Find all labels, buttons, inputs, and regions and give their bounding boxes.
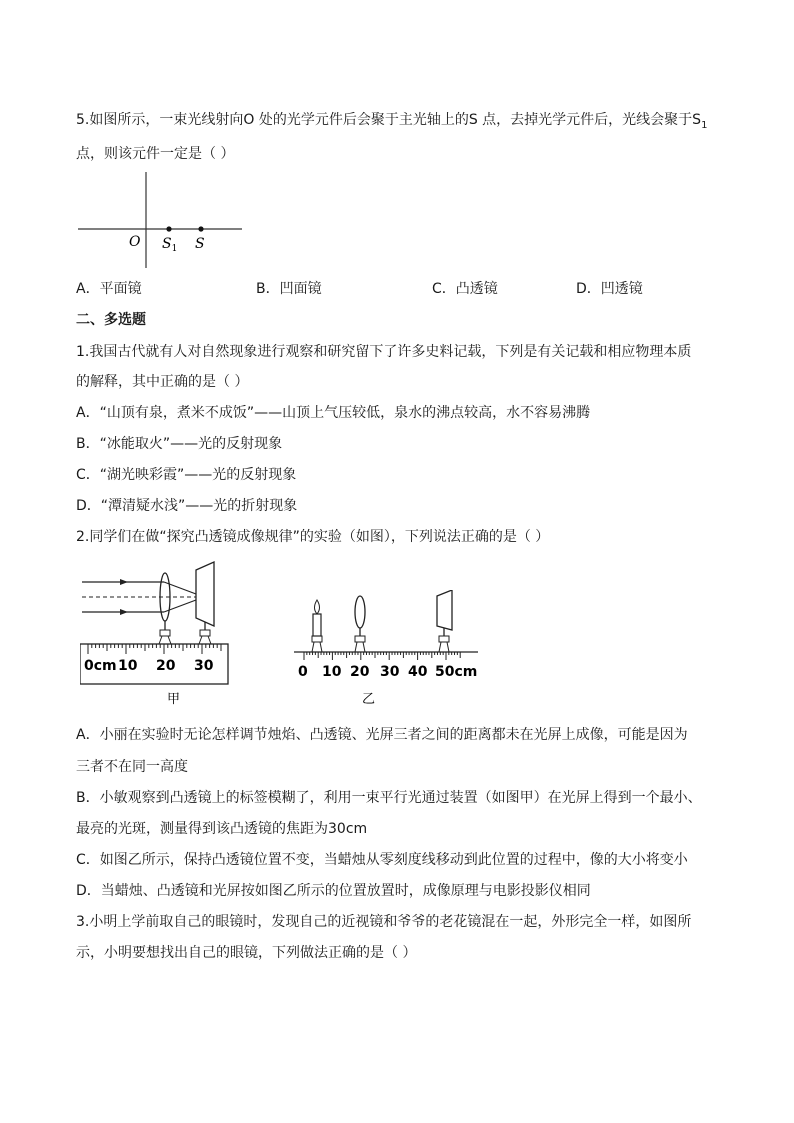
jia-screen [196, 562, 214, 626]
q5-stem-line2: 点，则该元件一定是（ ） [76, 146, 235, 162]
yi-tick-0: 0 [298, 664, 308, 680]
section-title-multi-choice: 二、多选题 [76, 312, 146, 328]
q5-point-s1 [166, 226, 171, 231]
m1-option-d[interactable]: D．“潭清疑水浅”——光的折射现象 [76, 498, 298, 514]
m2-stem: 2.同学们在做“探究凸透镜成像规律”的实验（如图），下列说法正确的是（ ） [76, 529, 550, 545]
m2-option-b-line2[interactable]: 最亮的光斑，测量得到该凸透镜的焦距为30cm [76, 821, 368, 837]
jia-caption: 甲 [167, 692, 181, 707]
m1-stem-line2: 的解释，其中正确的是（ ） [76, 374, 249, 390]
yi-lens [355, 596, 365, 628]
yi-tick-40: 40 [408, 664, 428, 680]
m1-option-a[interactable]: A．“山顶有泉，煮米不成饭”——山顶上气压较低，泉水的沸点较高，水不容易沸腾 [76, 405, 591, 421]
q5-option-b[interactable]: B．凹面镜 [256, 281, 322, 297]
q5-point-s [198, 226, 203, 231]
m2-option-a-line2[interactable]: 三者不在同一高度 [76, 759, 188, 775]
m2-figure-yi [292, 590, 482, 708]
yi-tick-10: 10 [322, 664, 342, 680]
yi-screen [437, 590, 452, 630]
q5-label-s1: $S_1$ [162, 236, 178, 254]
m2-option-c[interactable]: C．如图乙所示，保持凸透镜位置不变，当蜡烛从零刻度线移动到此位置的过程中，像的大小将变小 [76, 852, 688, 868]
m3-stem-line2: 示，小明要想找出自己的眼镜，下列做法正确的是（ ） [76, 945, 417, 961]
q5-option-c[interactable]: C．凸透镜 [432, 281, 498, 297]
m1-stem-line1: 1.我国古代就有人对自然现象进行观察和研究留下了许多史料记载，下列是有关记载和相应物理本质 [76, 344, 692, 360]
q5-stem-line1: 5.如图所示，一束光线射向O 处的光学元件后会聚于主光轴上的S 点，去掉光学元件后，光线会聚于$S_1$ [76, 112, 708, 131]
q5-stem-subscript: 1 [701, 119, 708, 131]
m3-stem-line1: 3.小明上学前取自己的眼镜时，发现自己的近视镜和爷爷的老花镜混在一起，外形完全一样，如图所 [76, 914, 692, 930]
jia-tick-0: 0cm [84, 658, 117, 674]
yi-candle [313, 614, 321, 636]
q5-figure-optical-axis [76, 168, 246, 272]
m1-option-b[interactable]: B．“冰能取火”——光的反射现象 [76, 436, 283, 452]
q5-label-s: S [195, 236, 205, 252]
m2-option-b-line1[interactable]: B．小敏观察到凸透镜上的标签模糊了，利用一束平行光通过装置（如图甲）在光屏上得到一个最小、 [76, 790, 702, 806]
m2-option-d[interactable]: D．当蜡烛、凸透镜和光屏按如图乙所示的位置放置时，成像原理与电影投影仪相同 [76, 883, 591, 899]
yi-caption: 乙 [362, 692, 376, 707]
jia-tick-20: 20 [156, 658, 176, 674]
m2-option-a-line1[interactable]: A．小丽在实验时无论怎样调节烛焰、凸透镜、光屏三者之间的距离都未在光屏上成像，可能是因为 [76, 727, 688, 743]
q5-label-o: O [129, 234, 141, 250]
jia-tick-10: 10 [118, 658, 138, 674]
m1-option-c[interactable]: C．“湖光映彩霞”——光的反射现象 [76, 467, 297, 483]
q5-option-d[interactable]: D．凹透镜 [576, 281, 643, 297]
m2-figure-jia [80, 560, 230, 708]
jia-tick-30: 30 [194, 658, 214, 674]
q5-option-a[interactable]: A．平面镜 [76, 281, 142, 297]
yi-candle-flame [315, 600, 320, 614]
yi-tick-50: 50cm [435, 664, 478, 680]
yi-tick-30: 30 [380, 664, 400, 680]
yi-tick-20: 20 [350, 664, 370, 680]
